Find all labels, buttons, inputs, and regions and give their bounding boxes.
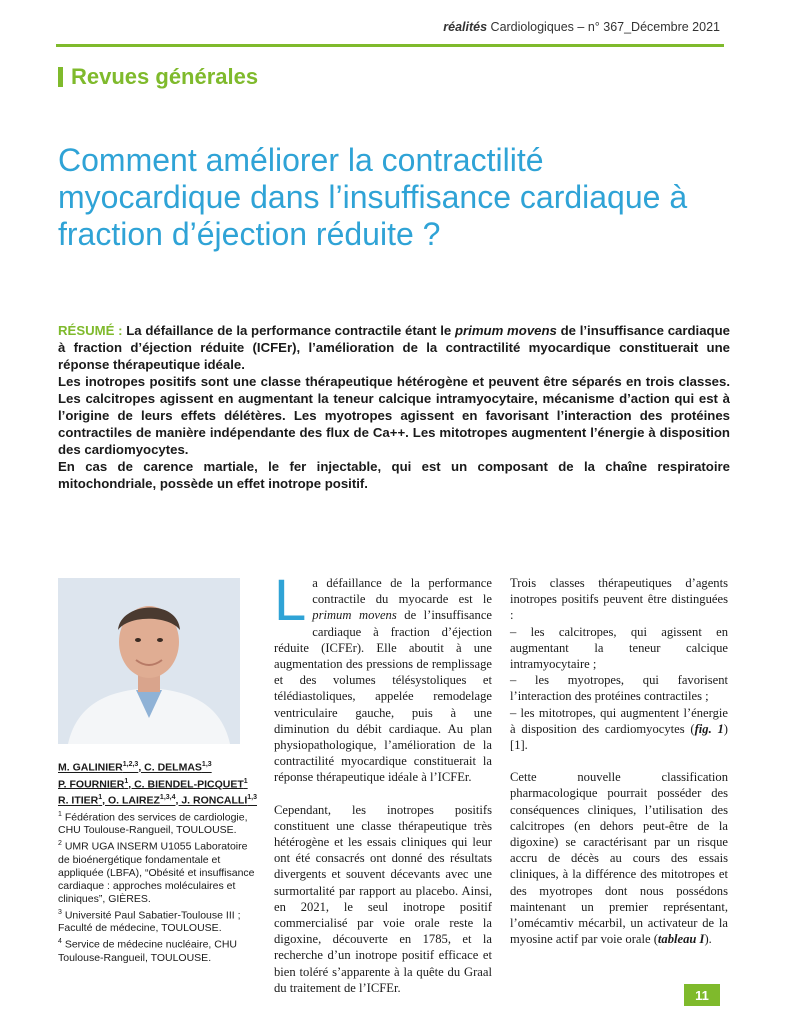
abstract-paragraph-2: Les inotropes positifs sont une classe thérapeutique hétérogène et peuvent être séparés en trois classes. Les calcitropes agissent en augmentant la teneur calcique intramyocytaire, mécanisme d’action qui est à l’origine de leurs effets délétères. Les myotropes agissent en favorisant l’interaction des protéines contractiles de manière indépendante des flux de Ca++. Les mitotropes augmentent l’énergie à disposition des cardiomyocytes. bbox=[58, 374, 730, 457]
author-sup: 1 bbox=[124, 777, 129, 785]
aff-sup: 3 bbox=[58, 908, 62, 916]
author-sup: 1,2,3 bbox=[122, 761, 139, 768]
abstract-text: La défaillance de la performance contractile étant le bbox=[122, 323, 455, 338]
body-text: a défaillance de la performance contractile du myocarde est le bbox=[312, 576, 492, 607]
drop-cap: L bbox=[274, 568, 307, 633]
author-sup: 1 bbox=[98, 794, 103, 801]
body-column-1 bbox=[274, 568, 492, 1012]
section-label bbox=[58, 64, 258, 90]
section-marker bbox=[58, 67, 63, 87]
figure-ref: fig. 1 bbox=[694, 721, 724, 736]
abstract-text: de l’insuffisance cardiaque à fraction d’éjection réduite (ICFEr), l’amélioration de la contractilité myocardique constituerait une réponse thérapeutique idéale. bbox=[58, 323, 730, 372]
affiliation-3 bbox=[58, 906, 258, 936]
body-text: ). bbox=[704, 932, 712, 947]
aff-sup: 1 bbox=[58, 810, 62, 818]
body-text: ) [1]. bbox=[510, 721, 728, 753]
aff-text: Fédération des services de cardiologie, CHU Toulouse-Rangueil, TOULOUSE. bbox=[58, 811, 248, 836]
aff-sup: 4 bbox=[58, 938, 62, 945]
list-item: – les myotropes, qui favorisent l’interaction des protéines contractiles ; bbox=[510, 673, 728, 704]
list-item bbox=[510, 705, 728, 754]
aff-text: Université Paul Sabatier-Toulouse III ; Faculté de médecine, TOULOUSE. bbox=[58, 909, 241, 934]
body-text: de l’insuffisance cardiaque à fraction d’éjection réduite (ICFEr). Elle aboutit à une augmentation des pressions de remplissage et des volumes télésystoliques et télédiastoliques, appelée remodelage ventriculaire gauche, puis à une diminution du débit cardiaque. Au plan physiopathologique, l’amélioration de la contractilité myocardique constituerait la réponse thérapeutique idéale à l’ICFEr. bbox=[274, 608, 492, 785]
author-name: , C. DELMAS bbox=[138, 761, 202, 774]
body-paragraph-4 bbox=[510, 769, 728, 947]
author-name: , J. RONCALLI bbox=[175, 794, 248, 807]
author-name: , C. BIENDEL-PICQUET bbox=[128, 778, 244, 790]
page-number: 11 bbox=[684, 984, 720, 1006]
author-name: P. FOURNIER bbox=[58, 778, 125, 790]
author-sup: 1,3 bbox=[201, 761, 212, 768]
aff-text: Service de médecine nucléaire, CHU Toulouse-Rangueil, TOULOUSE. bbox=[58, 938, 237, 964]
abstract-label: RÉSUMÉ : bbox=[58, 323, 123, 338]
journal-name: réalités bbox=[443, 20, 488, 34]
abstract-paragraph-1 bbox=[58, 322, 730, 373]
affiliation-4 bbox=[58, 935, 258, 965]
body-paragraph-2: Cependant, les inotropes positifs constituent une classe thérapeutique très hétérogène et les essais cliniques qui leur ont été consacrés ont donné des résultats divergents et souvent décevants avec une surmortalité par rapport au placebo. Ainsi, en 2021, le seul inotrope positif commercialisé par voie orale reste la digoxine, découverte en 1785, et la recherche d’un inotrope positif efficace et bien toléré s’apparente à la quête du Graal du traitement de l’ICFEr. bbox=[274, 802, 492, 995]
body-text: Cette nouvelle classification pharmacologique pourrait posséder des conséquences cliniques, l’utilisation des calcitropes (en dehors peut-être de la digoxine) se caractérisant par un risque accru de décès au cours des essais cliniques, à la différence des mitotropes et des myotropes dont nous possédons maintenant un premier représentant, l’omécamtiv mécarbil, un activateur de la myosine actif par voie orale ( bbox=[510, 770, 728, 947]
section-title: Revues générales bbox=[71, 64, 259, 89]
aff-text: UMR UGA INSERM U1055 Laboratoire de bioénergétique fondamentale et appliquée (LBFA), “Obésité et insuffisance cardiaque : approches moléculaires et cliniques”, GIÈRES. bbox=[58, 840, 255, 905]
author-name: R. ITIER bbox=[58, 794, 99, 807]
journal-issue: Cardiologiques – n° 367_Décembre 2021 bbox=[487, 20, 720, 34]
affiliation-2 bbox=[58, 837, 258, 906]
list-item: – les calcitropes, qui agissent en augmentant la teneur calcique intramyocytaire ; bbox=[510, 624, 728, 672]
journal-header bbox=[0, 20, 796, 34]
abstract-emphasis: primum movens bbox=[454, 323, 557, 338]
body-paragraph-1 bbox=[274, 568, 492, 786]
article-title: Comment améliorer la contractilité myocardique dans l’insuffisance cardiaque à fraction d’éjection réduite ? bbox=[58, 142, 688, 252]
aff-sup: 2 bbox=[58, 840, 62, 847]
author-sup: 1,3,4 bbox=[159, 794, 176, 801]
abstract bbox=[58, 322, 730, 492]
abstract-paragraph-3: En cas de carence martiale, le fer injectable, qui est un composant de la chaîne respiratoire mitochondriale, possède un effet inotrope positif. bbox=[58, 459, 730, 491]
body-text: – les mitotropes, qui augmentent l’énergie à disposition des cardiomyocytes ( bbox=[510, 705, 728, 736]
author-name: M. GALINIER bbox=[58, 761, 123, 774]
author-photo bbox=[58, 578, 240, 744]
author-sup: 1 bbox=[243, 777, 248, 785]
body-column-2 bbox=[510, 575, 728, 963]
header-rule bbox=[56, 44, 724, 47]
author-block bbox=[58, 758, 258, 965]
body-emphasis: primum movens bbox=[312, 608, 397, 623]
author-sup: 1,3 bbox=[247, 794, 257, 801]
affiliation-1 bbox=[58, 808, 258, 838]
author-names bbox=[58, 758, 258, 808]
body-paragraph-3: Trois classes thérapeutiques d’agents inotropes positifs peuvent être distinguées : bbox=[510, 576, 728, 623]
table-ref: tableau I bbox=[657, 932, 705, 947]
author-name: , O. LAIREZ bbox=[102, 794, 160, 807]
